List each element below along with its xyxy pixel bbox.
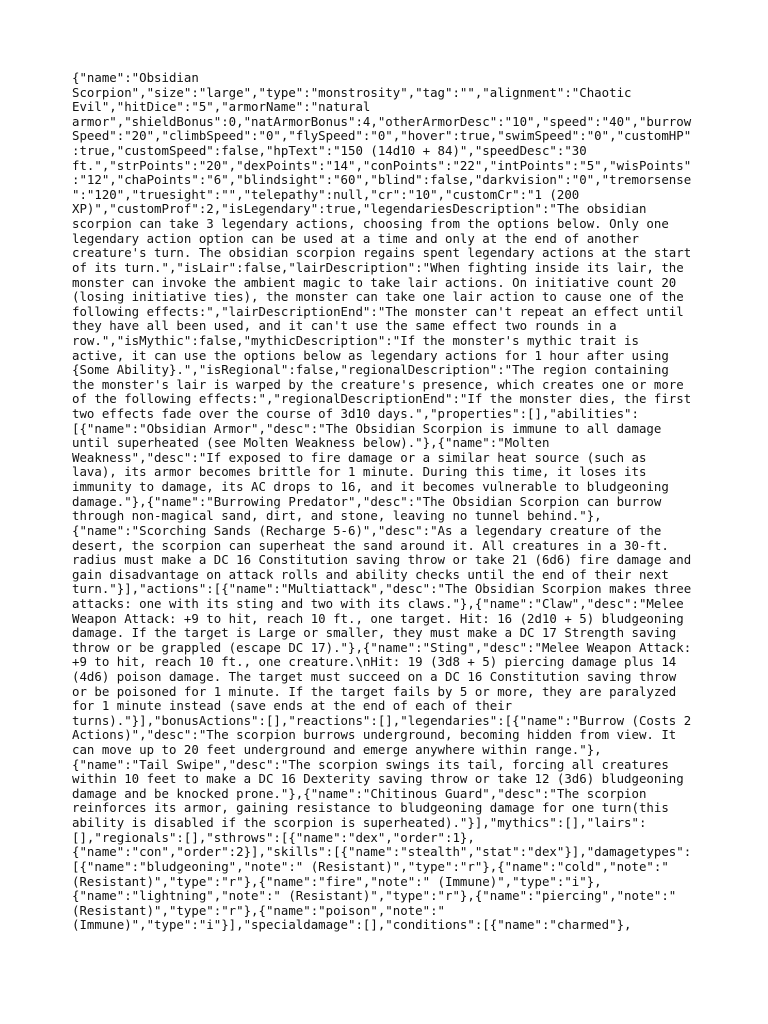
text-line: [],"regionals":[],"sthrows":[{"name":"dex","order":1}, <box>72 829 475 845</box>
text-line: they have all been used, and it can't use the same effect two rounds in a <box>72 318 617 334</box>
text-line: Weapon Attack: +9 to hit, reach 10 ft., one target. Hit: 16 (2d10 + 5) bludgeoning <box>72 610 684 626</box>
text-line: Speed":"20","climbSpeed":"0","flySpeed":"0","hover":true,"swimSpeed":"0","customHP" <box>72 128 692 144</box>
text-line: creature's turn. The obsidian scorpion regains spent legendary actions at the start <box>72 245 692 261</box>
text-line: active, it can use the options below as legendary actions for 1 hour after using <box>72 347 669 363</box>
text-line: for 1 minute instead (save ends at the end of each of their <box>72 698 513 714</box>
text-line: following effects:","lairDescriptionEnd":"The monster can't repeat an effect until <box>72 303 684 319</box>
text-line: [{"name":"bludgeoning","note":" (Resistant)","type":"r"},{"name":"cold","note":" <box>72 858 669 874</box>
text-line: +9 to hit, reach 10 ft., one creature.\nHit: 19 (3d8 + 5) piercing damage plus 14 <box>72 654 677 670</box>
text-line: desert, the scorpion can superheat the sand around it. All creatures in a 30-ft. <box>72 537 669 553</box>
text-line: monster can invoke the ambient magic to take lair actions. On initiative count 20 <box>72 274 677 290</box>
text-line: armor","shieldBonus":0,"natArmorBonus":4,"otherArmorDesc":"10","speed":"40","burrow <box>72 113 692 129</box>
text-line: {"name":"con","order":2}],"skills":[{"name":"stealth","stat":"dex"}],"damagetypes": <box>72 844 692 860</box>
text-line: damage and be knocked prone."},{"name":"Chitinous Guard","desc":"The scorpion <box>72 785 647 801</box>
text-line: within 10 feet to make a DC 16 Dexterity saving throw or take 12 (3d6) bludgeoning <box>72 771 684 787</box>
text-line: :"12","chaPoints":"6","blindsight":"60","blind":false,"darkvision":"0","tremorsense <box>72 172 692 188</box>
text-line: {"name":"Obsidian <box>72 70 199 85</box>
text-line: (losing initiative ties), the monster can take one lair action to cause one of the <box>72 289 684 305</box>
text-line: until superheated (see Molten Weakness below)."},{"name":"Molten <box>72 435 550 451</box>
text-line: turns)."}],"bonusActions":[],"reactions":[],"legendaries":[{"name":"Burrow (Costs 2 <box>72 712 692 728</box>
text-line: :true,"customSpeed":false,"hpText":"150 (14d10 + 84)","speedDesc":"30 <box>72 143 587 159</box>
text-line: [{"name":"Obsidian Armor","desc":"The Obsidian Scorpion is immune to all damage <box>72 420 662 436</box>
text-line: {"name":"lightning","note":" (Resistant)","type":"r"},{"name":"piercing","note":" <box>72 888 677 904</box>
text-line: the monster's lair is warped by the creature's presence, which creates one or more <box>72 376 684 392</box>
text-line: (Immune)","type":"i"}],"specialdamage":[],"conditions":[{"name":"charmed"}, <box>72 917 632 933</box>
text-line: damage. If the target is Large or smaller, they must make a DC 17 Strength saving <box>72 625 677 641</box>
text-line: (4d6) poison damage. The target must succeed on a DC 16 Constitution saving throw <box>72 668 677 684</box>
text-line: damage."},{"name":"Burrowing Predator","desc":"The Obsidian Scorpion can burrow <box>72 493 662 509</box>
text-line: throw or be grappled (escape DC 17)."},{"name":"Sting","desc":"Melee Weapon Attack: <box>72 639 692 655</box>
text-line: of its turn.","isLair":false,"lairDescription":"When fighting inside its lair, the <box>72 259 684 275</box>
text-line: Evil","hitDice":"5","armorName":"natural <box>72 99 371 115</box>
text-line: gain disadvantage on attack rolls and ability checks until the end of their next <box>72 566 669 582</box>
text-line: {Some Ability}.","isRegional":false,"regionalDescription":"The region containing <box>72 362 669 378</box>
text-line: of the following effects:","regionalDescriptionEnd":"If the monster dies, the first <box>72 391 692 407</box>
text-line: or be poisoned for 1 minute. If the target fails by 5 or more, they are paralyzed <box>72 683 677 699</box>
text-line: ft.","strPoints":"20","dexPoints":"14","conPoints":"22","intPoints":"5","wisPoints" <box>72 157 692 173</box>
text-line: radius must make a DC 16 Constitution saving throw or take 21 (6d6) fire damage and <box>72 552 692 568</box>
text-line: reinforces its armor, gaining resistance to bludgeoning damage for one turn(this <box>72 800 669 816</box>
text-line: turn."}],"actions":[{"name":"Multiattack","desc":"The Obsidian Scorpion makes three <box>72 581 692 597</box>
text-line: {"name":"Scorching Sands (Recharge 5-6)","desc":"As a legendary creature of the <box>72 522 662 538</box>
text-line: two effects fade over the course of 3d10 days.","properties":[],"abilities": <box>72 406 639 422</box>
text-line: immunity to damage, its AC drops to 16, and it becomes vulnerable to bludgeoning <box>72 479 669 495</box>
text-line: can move up to 20 feet underground and emerge anywhere within range."}, <box>72 742 602 758</box>
text-line: Weakness","desc":"If exposed to fire damage or a similar heat source (such as <box>72 449 647 465</box>
text-line: ":"120","truesight":"","telepathy":null,"cr":"10","customCr":"1 (200 <box>72 186 580 202</box>
text-line: ability is disabled if the scorpion is superheated)."}],"mythics":[],"lairs": <box>72 815 647 831</box>
text-line: scorpion can take 3 legendary actions, choosing from the options below. Only one <box>72 216 669 232</box>
text-line: (Resistant)","type":"r"},{"name":"fire","note":" (Immune)","type":"i"}, <box>72 873 602 889</box>
text-line: {"name":"Tail Swipe","desc":"The scorpion swings its tail, forcing all creatures <box>72 756 669 772</box>
text-line: (Resistant)","type":"r"},{"name":"poison","note":" <box>72 902 445 918</box>
text-line: attacks: one with its sting and two with its claws."},{"name":"Claw","desc":"Melee <box>72 595 684 611</box>
text-line: legendary action option can be used at a time and only at the end of another <box>72 230 639 246</box>
document-page <box>72 71 702 933</box>
text-line: XP)","customProf":2,"isLegendary":true,"legendariesDescription":"The obsidian <box>72 201 647 217</box>
text-line: row.","isMythic":false,"mythicDescription":"If the monster's mythic trait is <box>72 332 639 348</box>
text-line: Actions)","desc":"The scorpion burrows underground, becoming hidden from view. It <box>72 727 677 743</box>
text-line: Scorpion","size":"large","type":"monstrosity","tag":"","alignment":"Chaotic <box>72 84 632 100</box>
text-line: through non-magical sand, dirt, and stone, leaving no tunnel behind."}, <box>72 508 602 524</box>
text-line: lava), its armor becomes brittle for 1 minute. During this time, it loses its <box>72 464 647 480</box>
